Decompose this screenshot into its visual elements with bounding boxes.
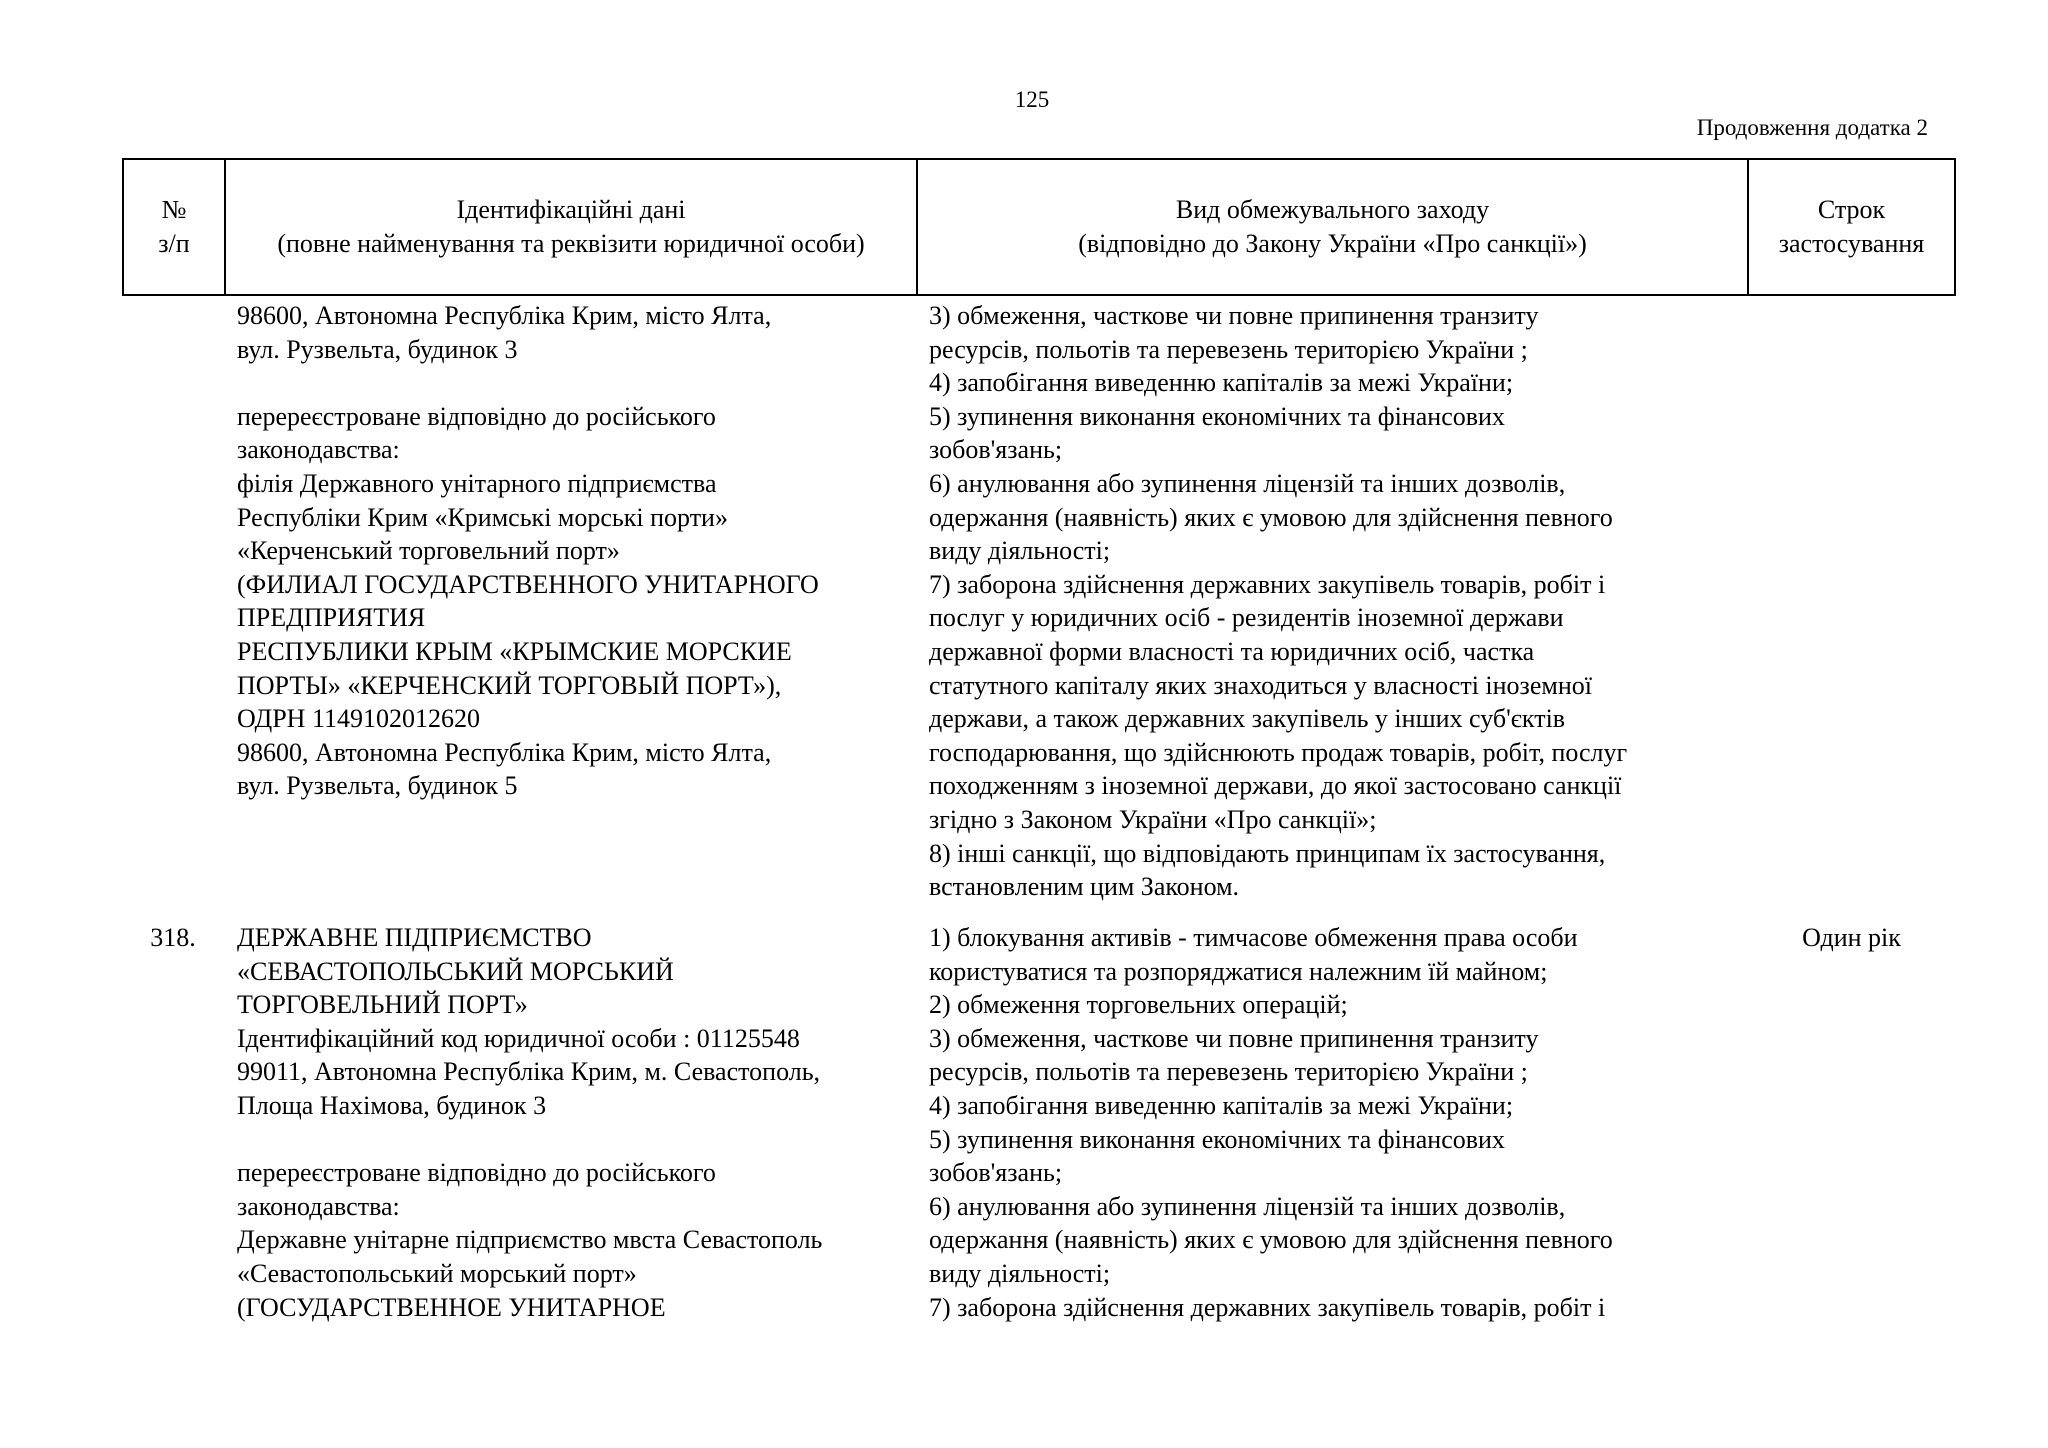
header-measure-column <box>918 160 1749 294</box>
identification-line: законодавства: <box>237 1191 400 1221</box>
measure-line: 7) заборона здійснення державних закупівель товарів, робіт і <box>929 569 1606 599</box>
identification-line: ПОРТЫ» «КЕРЧЕНСКИЙ ТОРГОВЫЙ ПОРТ»), <box>237 670 782 700</box>
identification-line: «СЕВАСТОПОЛЬСЬКИЙ МОРСЬКИЙ <box>237 956 674 986</box>
measure-line: зобов'язань; <box>929 1158 1063 1188</box>
identification-line: ПРЕДПРИЯТИЯ <box>237 603 426 633</box>
measure-line: 4) запобігання виведенню капіталів за межі України; <box>929 368 1514 398</box>
row-continued-identification <box>237 299 927 803</box>
identification-line: перереєстроване відповідно до російського <box>237 401 716 431</box>
identification-line: 99011, Автономна Республіка Крим, м. Севастополь, <box>237 1057 821 1087</box>
identification-line: перереєстроване відповідно до російського <box>237 1158 716 1188</box>
measure-line: походженням з іноземної держави, до якої застосовано санкції <box>929 771 1622 801</box>
header-measure-line-2: (відповідно до Закону України «Про санкції») <box>1078 229 1587 258</box>
measure-line: послуг у юридичних осіб - резидентів іноземної держави <box>929 603 1564 633</box>
header-identification-column <box>226 160 918 294</box>
identification-line: (ГОСУДАРСТВЕННОЕ УНИТАРНОЕ <box>237 1292 666 1322</box>
identification-line: 98600, Автономна Республіка Крим, місто Ялта, <box>237 737 772 767</box>
measure-line: встановленим цим Законом. <box>929 872 1240 902</box>
identification-line <box>237 366 927 400</box>
measure-line: 6) анулювання або зупинення ліцензій та інших дозволів, <box>929 468 1566 498</box>
identification-line: 98600, Автономна Республіка Крим, місто Ялта, <box>237 301 772 330</box>
measure-line: 5) зупинення виконання економічних та фінансових <box>929 1124 1505 1154</box>
identification-line <box>237 1123 927 1157</box>
header-identification-line-1: Ідентифікаційні дані <box>456 195 686 224</box>
measure-line: 6) анулювання або зупинення ліцензій та інших дозволів, <box>929 1191 1566 1221</box>
measure-line: 1) блокування активів - тимчасове обмеження права особи <box>929 923 1578 952</box>
measure-line: 8) інші санкції, що відповідають принципам їх застосування, <box>929 838 1606 868</box>
identification-line: ОДРН 1149102012620 <box>237 704 480 734</box>
identification-line: філія Державного унітарного підприємства <box>237 468 717 498</box>
measure-line: державної форми власності та юридичних осіб, частка <box>929 636 1535 666</box>
continuation-label: Продовження додатка 2 <box>1696 115 1928 140</box>
identification-line: «Севастопольський морський порт» <box>237 1258 637 1288</box>
measure-line: виду діяльності; <box>929 1258 1111 1288</box>
measure-line: 3) обмеження, часткове чи повне припинення транзиту <box>929 1023 1539 1053</box>
identification-line: ДЕРЖАВНЕ ПІДПРИЄМСТВО <box>237 923 592 952</box>
identification-line: Ідентифікаційний код юридичної особи : 01125548 <box>237 1023 800 1053</box>
identification-line: вул. Рузвельта, будинок 5 <box>237 771 518 801</box>
header-term-line-2: застосування <box>1778 229 1925 258</box>
measure-line: згідно з Законом України «Про санкції»; <box>929 804 1377 834</box>
header-identification-line-2: (повне найменування та реквізити юридичної особи) <box>277 229 865 258</box>
page-number: 125 <box>1014 87 1050 112</box>
measure-line: господарювання, що здійснюють продаж товарів, робіт, послуг <box>929 737 1628 767</box>
measure-line: 4) запобігання виведенню капіталів за межі України; <box>929 1090 1514 1120</box>
header-number-column <box>124 160 226 294</box>
identification-line: (ФИЛИАЛ ГОСУДАРСТВЕННОГО УНИТАРНОГО <box>237 569 819 599</box>
header-number-line-2: з/п <box>158 229 190 258</box>
row-number: 318. <box>150 923 196 952</box>
measure-line: одержання (наявність) яких є умовою для здійснення певного <box>929 1225 1613 1255</box>
measure-line: одержання (наявність) яких є умовою для здійснення певного <box>929 502 1613 532</box>
header-number-line-1: № <box>161 195 187 224</box>
header-measure-line-1: Вид обмежувального заходу <box>1175 195 1490 224</box>
measure-line: виду діяльності; <box>929 536 1111 566</box>
measure-line: ресурсів, польотів та перевезень територією України ; <box>929 334 1528 364</box>
measure-line: зобов'язань; <box>929 435 1063 465</box>
header-term-line-1: Строк <box>1817 195 1886 224</box>
identification-line: РЕСПУБЛИКИ КРЫМ «КРЫМСКИЕ МОРСКИЕ <box>237 636 792 666</box>
measure-line: статутного капіталу яких знаходиться у власності іноземної <box>929 670 1592 700</box>
measure-line: 5) зупинення виконання економічних та фінансових <box>929 401 1505 431</box>
row-318-term: Один рік <box>1802 923 1901 952</box>
row-318-measures <box>929 921 1759 1324</box>
identification-line: ТОРГОВЕЛЬНИЙ ПОРТ» <box>237 990 528 1020</box>
measure-line: держави, а також державних закупівель у інших суб'єктів <box>929 704 1566 734</box>
identification-line: Республіки Крим «Кримські морські порти» <box>237 502 728 532</box>
measure-line: ресурсів, польотів та перевезень територією України ; <box>929 1057 1528 1087</box>
measure-line: 3) обмеження, часткове чи повне припинення транзиту <box>929 301 1539 330</box>
measure-line: 2) обмеження торговельних операцій; <box>929 990 1348 1020</box>
identification-line: вул. Рузвельта, будинок 3 <box>237 334 518 364</box>
row-318-identification <box>237 921 927 1324</box>
measure-line: користуватися та розпоряджатися належним їй майном; <box>929 956 1548 986</box>
identification-line: Площа Нахімова, будинок 3 <box>237 1090 547 1120</box>
identification-line: «Керченський торговельний порт» <box>237 536 620 566</box>
identification-line: Державне унітарне підприємство мвста Севастополь <box>237 1225 823 1255</box>
header-term-column <box>1749 160 1954 294</box>
measure-line: 7) заборона здійснення державних закупівель товарів, робіт і <box>929 1292 1606 1322</box>
row-continued-measures <box>929 299 1759 904</box>
identification-line: законодавства: <box>237 435 400 465</box>
table-header <box>122 158 1956 296</box>
